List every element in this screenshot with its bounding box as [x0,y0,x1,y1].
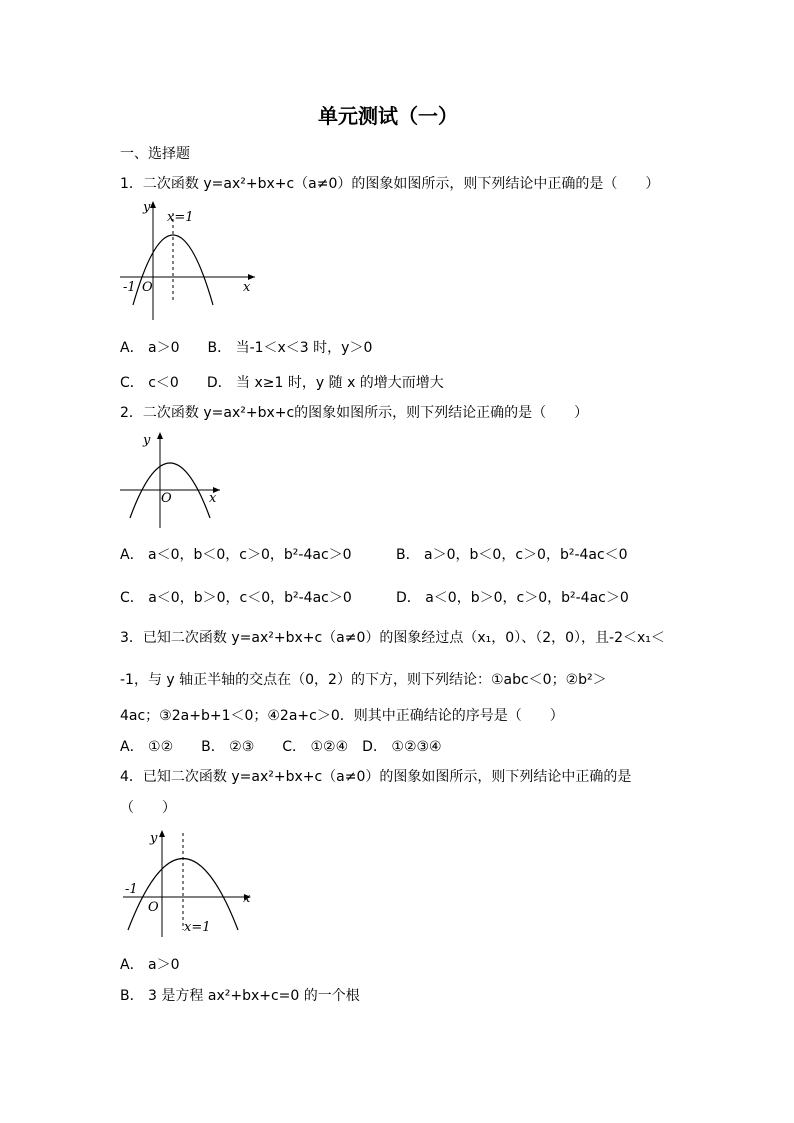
x-axis-label: x [243,891,251,906]
symmetry-axis-label: x=1 [167,210,194,225]
question-4-line-2: （ ） [120,800,176,816]
question-4-option-a: A． a＞0 [120,957,180,973]
origin-label: O [142,280,153,295]
neg-one-label: -1 [125,882,138,897]
question-2-option-b: B． a＞0，b＜0，c＞0，b²-4ac＜0 [396,547,628,563]
question-3-options: A． ①② B． ②③ C． ①②④ D． ①②③④ [120,739,442,755]
question-3-line-3: 4ac；③2a+b+1＜0；④2a+c＞0．则其中正确结论的序号是（ ） [120,708,564,724]
question-1-options-ab: A． a＞0 B． 当-1＜x＜3 时，y＞0 [120,340,373,356]
question-3-line-1: 3．已知二次函数 y=ax²+bx+c（a≠0）的图象经过点（x₁，0）、（2，0），且-2＜x₁＜ [120,630,665,646]
page-title: 单元测试（一） [318,104,458,128]
question-2-option-d: D． a＜0，b＞0，c＞0，b²-4ac＞0 [396,590,629,606]
x-axis-label: x [243,280,251,295]
y-axis-label: y [143,433,151,448]
question-4-graph [120,825,255,940]
neg-one-label: -1 [123,280,136,295]
origin-label: O [148,900,159,915]
x-axis-label: x [209,491,217,506]
question-1-graph [115,195,265,325]
y-axis-label: y [143,200,151,215]
question-2-option-c: C． a＜0，b＞0，c＜0，b²-4ac＞0 [120,590,352,606]
question-2-option-a: A． a＜0，b＜0，c＞0，b²-4ac＞0 [120,547,352,563]
question-2-stem: 2．二次函数 y=ax²+bx+c的图象如图所示，则下列结论正确的是（ ） [120,405,589,421]
question-1-options-cd: C． c＜0 D． 当 x≥1 时，y 随 x 的增大而增大 [120,375,444,391]
origin-label: O [161,491,172,506]
symmetry-axis-label: x=1 [184,920,211,935]
section-heading: 一、选择题 [120,146,190,162]
question-4-option-b: B． 3 是方程 ax²+bx+c=0 的一个根 [120,988,360,1004]
question-4-line-1: 4．已知二次函数 y=ax²+bx+c（a≠0）的图象如图所示，则下列结论中正确的是 [120,769,632,785]
y-axis-label: y [150,831,158,846]
question-2-graph [115,428,225,530]
question-3-line-2: -1，与 y 轴正半轴的交点在（0，2）的下方，则下列结论：①abc＜0；②b²＞ [120,672,607,688]
question-1-stem: 1．二次函数 y=ax²+bx+c（a≠0）的图象如图所示，则下列结论中正确的是（ ） [120,176,660,192]
